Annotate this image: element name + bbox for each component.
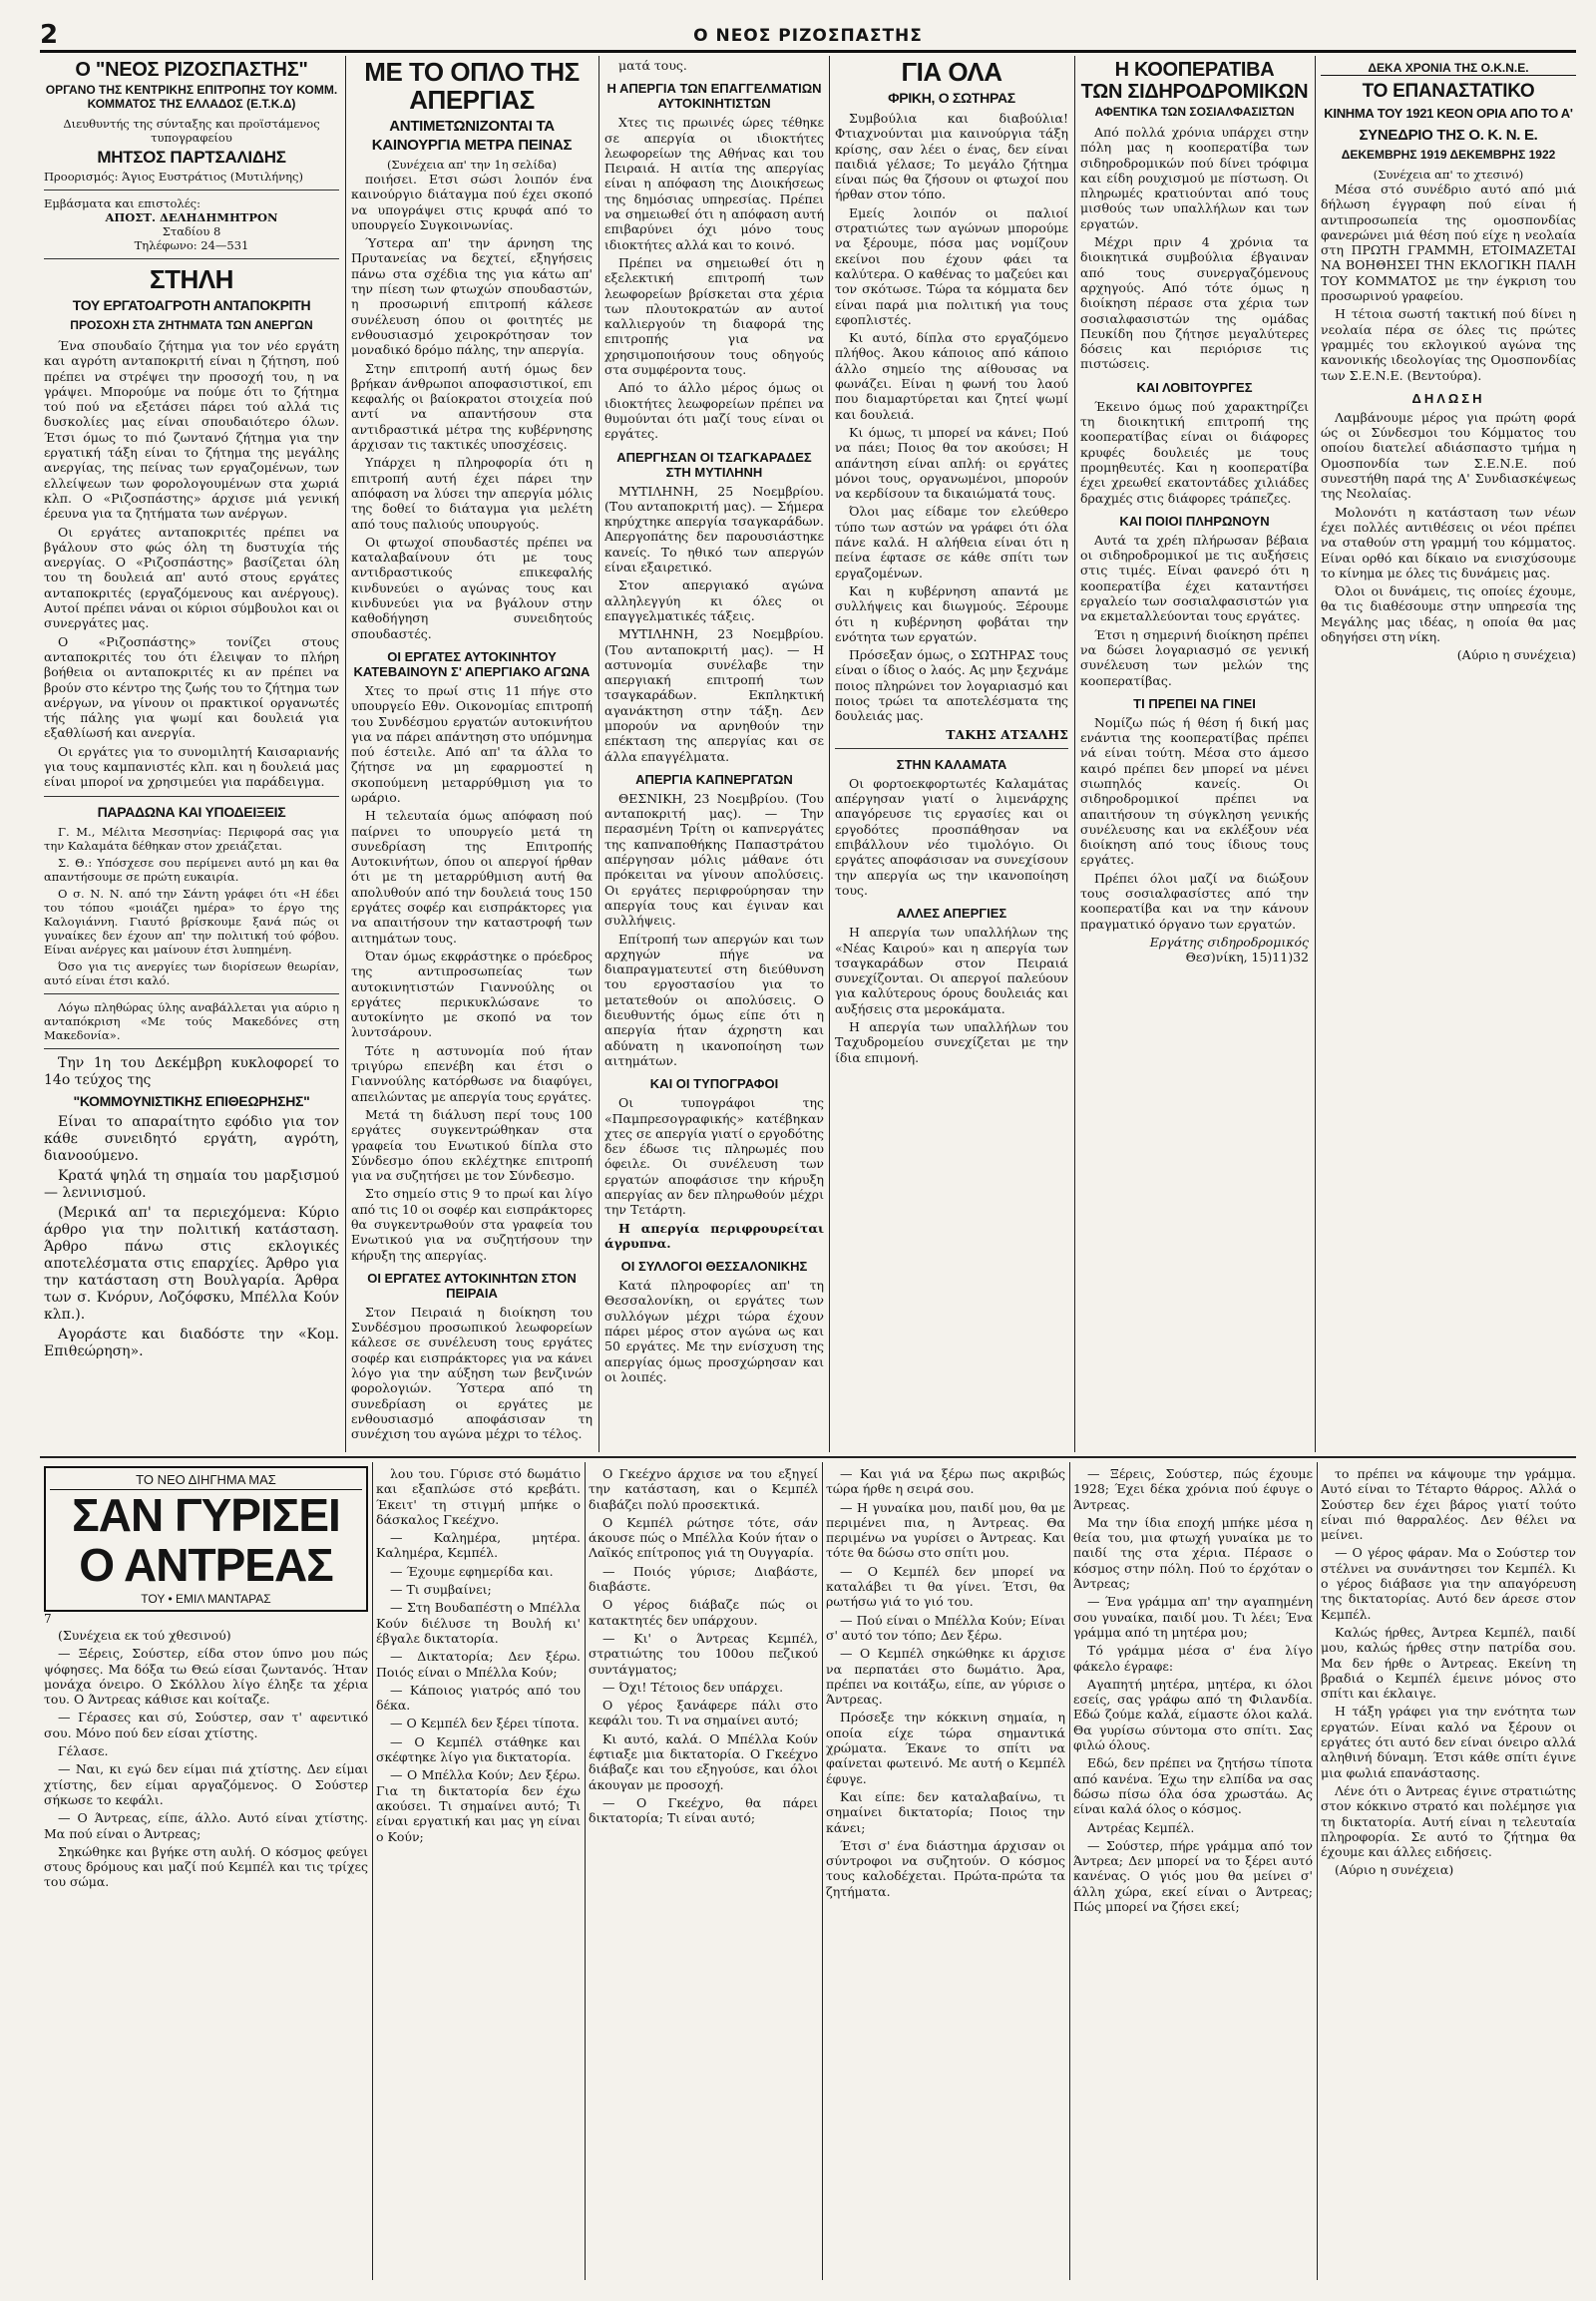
headline: Η ΚΟΟΠΕΡΑΤΙΒΑ — [1114, 59, 1275, 81]
story-paragraph: Μα την ίδια εποχή μπήκε μέσα η θεία του, μια φτωχή γυναίκα με το παιδί της στα χέρια. Πέρασε ο κόσμος στην πόλη. Πού το έρχόταν ο Άντρεας; — [1073, 1514, 1313, 1592]
paragraph: Η απεργία περιφρουρείται άγρυπνα. — [604, 1220, 824, 1251]
column-subtitle: ΤΟΥ ΕΡΓΑΤΟΑΓΡΟΤΗ ΑΝΤΑΠΟΚΡΙΤΗ — [72, 297, 311, 313]
section-heading: ΚΑΙ ΟΙ ΤΥΠΟΓΡΑΦΟΙ — [649, 1076, 779, 1092]
column-subtitle-2: ΠΡΟΣΟΧΗ ΣΤΑ ΖΗΤΗΜΑΤΑ ΤΩΝ ΑΝΕΡΓΩΝ — [70, 318, 313, 332]
story-paragraph: — Στη Βουδαπέστη ο Μπέλλα Κούν διέλυσε τη Βουλή κι' έβγαλε δικτατορία. — [376, 1600, 581, 1646]
masthead — [40, 20, 1576, 53]
story-paragraph: — Ο Άντρεας, είπε, άλλο. Αυτό είναι χτίστης. Μα πού είναι ο Άντρεας; — [44, 1810, 368, 1841]
paragraph: Αυτά τα χρέη πλήρωσαν βέβαια οι σιδηροδρομικοί με τις αυξήσεις στις τιμές. Είναι φανερό ότι η κοοπερατίβα έχει καταντήσει εργαλείο των σοσιαλφασιστών για να εκμεταλλεύονται τους εργάτες. — [1080, 532, 1309, 624]
paragraph: Λαμβάνουμε μέρος για πρώτη φορά ώς οι Σύνδεσμοι του Κόμματος του οποίου διατελεί αδιάσπαστο τμήμα η Ομοσπονδία των Σ.Ε.Ν.Ε. πού συνεστήθη παρά της Α' Συνδιασκέψεως της Νεολαίας. — [1321, 409, 1576, 502]
story-paragraph: Γέλασε. — [58, 1743, 109, 1759]
paragraph: Στον απεργιακό αγώνα αλληλεγγύη κι όλες οι επαγγελματικές τάξεις. — [604, 577, 824, 623]
paragraph: Οι εργάτες ανταποκριτές πρέπει να βγάλουν στο φώς όλη τη δυστυχία τής ανεργίας. Ο «Ριζοσπάστης» βασίζεται όλη του τη δουλειά απ' αυτό στους εργάτες ανταποκριτές (εργαζόμενους και ανέργους). Αυτοί πρέπει νάναι οι κύριοι σύμβουλοι και οι συνεργάτες μας. — [44, 524, 339, 631]
story-paragraph: — Η γυναίκα μου, παιδί μου, θα με περιμένει πια, η Άντρεας. Θα περιμένω να γυρίσει ο Άντρεας. Και τότε θα δώσω στο σπίτι μου. — [826, 1499, 1065, 1561]
paragraph: ΘΕΣΝΙΚΗ, 23 Νοεμβρίου. (Του ανταποκριτή μας). — Την περασμένη Τρίτη οι καπνεργάτες της καπναποθήκης Παπαστράτου απέργησαν μόλις μάθανε ότι πρόκειται να γίνουν απολύσεις. Οι εργάτες περιφρούρησαν την απεργία τους και έγιναν και συλλήψεις. — [604, 790, 824, 929]
contact-phone: Τηλέφωνο: 24—531 — [134, 238, 249, 252]
story-column-1 — [44, 1628, 368, 2281]
column-rule — [1069, 1462, 1070, 2280]
story-paragraph: το πρέπει να κάψουμε την γράμμα. Αυτό είναι το Τέταρτο θάρρος. Αλλά ο Σούστερ δεν έχει βάρος γιατί τούτο είναι πιό θαρραλέος. Δεν θέλει να μείνει. — [1321, 1466, 1576, 1543]
story-paragraph: — Ο Μπέλλα Κούν; Δεν ξέρω. Για τη δικτατορία δεν έχω ακούσει. Τι σημαίνει αυτό; Τι είναι εργατική και μας γη είναι ο Κούν; — [376, 1767, 581, 1844]
paragraph: Έκεινο όμως πού χαρακτηρίζει τη διοικητική επιτροπή της κοοπερατίβας είναι οι διάφορες κρυφές δουλειές με τους προμηθευτές. Και η κοοπερατίβα έχει χρεωθεί εκατοντάδες χιλιάδες δραχμές στις διάφορες τράπεζες. — [1080, 398, 1309, 506]
story-paragraph: Αγαπητή μητέρα, μητέρα, κι όλοι εσείς, σας γράφω από τη Φιλανδία. Εδώ ζούμε καλά, είμαστε όλοι καλά. Θα γυρίσω σύντομα στο σπίτι. Σας φιλώ όλους. — [1073, 1676, 1313, 1753]
address-line — [44, 170, 339, 184]
section-heading: ΑΠΕΡΓΙΑ ΚΑΠΝΕΡΓΑΤΩΝ — [635, 771, 793, 787]
paragraph: Ένα σπουδαίο ζήτημα για τον νέο εργάτη και αγρότη ανταποκριτή είναι η ζήτηση, πού πρέπει να στρέψει την προσοχή του, η να γράψει. Μπορούμε να πούμε ότι το ζήτημα τού πού να εξετάσει πάρει τού αλλά τις δυσκολίες μας είναι σπουδαιότερο όλων. Έτσι όμως το πιό ζωντανό ζήτημα για την εργατική τάξη είναι το ζήτημα της μεγάλης ανεργίας, της πείνας των εργαζομένων, των ελλείψεων των φορολογουμένων στα χωριά κλπ. Ο «Ριζοσπάστης» άρχισε μιά γενική έρευνα για τα ζητήματα των ανέργων. — [44, 338, 339, 522]
story-header — [44, 1466, 368, 1626]
story-paragraph: Ο γέρος ξανάφερε πάλι στο κεφάλι του. Τι να σημαίνει αυτό; — [589, 1698, 818, 1728]
story-paragraph: Λένε ότι ο Άντρεας έγινε στρατιώτης στον κόκκινο στρατό και πολέμησε για τη δικτατορία. Αυτή είναι η τελευταία πληροφορία. Σε αυτό το ζήτημα θα έχουμε και άλλες ειδήσεις. — [1321, 1782, 1576, 1860]
paragraph: Στο σημείο στις 9 το πρωί και λίγο από τις 10 οι σοφέρ και εισπράκτορες θα συγκεντρωθούν στα γραφεία του Ενωτικού για να συζητήσουν την κήρυξη της απεργίας. — [351, 1186, 593, 1263]
continued-tomorrow: (Αύριο η συνέχεια) — [1456, 647, 1576, 663]
signature: ΤΑΚΗΣ ΑΤΣΑΛΗΣ — [946, 726, 1068, 742]
paper-organ: ΟΡΓΑΝΟ ΤΗΣ ΚΕΝΤΡΙΚΗΣ ΕΠΙΤΡΟΠΗΣ ΤΟΥ ΚΟΜΜ. ΚΟΜΜΑΤΟΣ ΤΗΣ ΕΛΛΑΔΟΣ (Ε.Τ.Κ.Δ) — [45, 83, 338, 111]
story-paragraph: — Κάποιος γιατρός από του δέκα. — [376, 1682, 581, 1714]
paper-name: Ο "ΝΕΟΣ ΡΙΖΟΣΠΑΣΤΗΣ" — [75, 59, 308, 81]
headline-sub: ΑΝΤΙΜΕΤΩΝΙΖΟΝΤΑΙ ΤΑ ΚΑΙΝΟΥΡΓΙΑ ΜΕΤΡΑ ΠΕΙΝΑΣ — [371, 118, 573, 154]
paragraph: Όσο για τις ανεργίες των διορίσεων θεωρίαν, αυτό είναι έτσι καλό. — [44, 959, 339, 987]
paragraph: Η τελευταία όμως απόφαση πού παίρνει το υπουργείο μετά τη συνεδρίαση της Επιτροπής Αυτοκινήτων, όπου οι απεργοί ήρθαν ότι με τη μεταρρύθμιση αυτή θα απολυθούν από την δουλειά τους 150 εργάτες σοφέρ και εισπράκτορες για να απαιτήσουν την καταστροφή των αιτημάτων τους. — [351, 808, 593, 946]
paragraph: Κι αυτό, δίπλα στο εργαζόμενο πλήθος. Άκου κάποιος από κάποιο άλλο σημείο της αίθουσας να φωνάζει. Είναι η φωνή του λαού που διαμαρτύρεται και ζητεί ψωμί και δουλειά. — [835, 330, 1068, 422]
story-paragraph: Έτσι σ' ένα διάστημα άρχισαν οι σύντροφοι να συζητούν. Ο κόσμος τους καλοδέχεται. Πρώτα-πρώτα τα ζητήματα. — [826, 1837, 1065, 1899]
headline-2: ΤΩΝ ΣΙΔΗΡΟΔΡΟΜΙΚΩΝ — [1080, 81, 1309, 103]
paragraph: Η απεργία των υπαλλήλων του Ταχυδρομείου συνεχίζεται με την ίδια επιμονή. — [835, 1019, 1068, 1065]
story-paragraph: — Δικτατορία; Δεν ξέρω. Ποιός είναι ο Μπέλλα Κούν; — [376, 1649, 581, 1680]
story-paragraph: — Καλημέρα, μητέρα. Καλημέρα, Κεμπέλ. — [376, 1530, 581, 1561]
section-heading: ΟΙ ΣΥΛΛΟΓΟΙ ΘΕΣΣΑΛΟΝΙΚΗΣ — [620, 1259, 808, 1275]
story-paragraph: Ο Γκεέχνο άρχισε να του εξηγεί την κατάσταση, και ο Κεμπέλ διαβάζει πολύ προσεκτικά. — [589, 1466, 818, 1512]
column-rule — [1315, 56, 1316, 1452]
divider — [44, 796, 339, 797]
divider — [44, 1048, 339, 1049]
paragraph: Οι τυπογράφοι της «Παμπρεσογραφικής» κατέβηκαν χτες σε απεργία γιατί ο εργοδότης δεν έδωσε τις πληρωμές που όφειλε. Οι συνέλευση των εργατών αποφάσισε την κήρυξη απεργίας αν δεν πληρωθούν μέχρι την Τετάρτη. — [604, 1095, 824, 1218]
kicker: ΔΕΚΑ ΧΡΟΝΙΑ ΤΗΣ Ο.Κ.Ν.Ε. — [1321, 61, 1576, 76]
story-paragraph: λου του. Γύρισε στό δωμάτιο και εξαπλώσε στό κρεβάτι. Έκειτ' τη στιγμή μπήκε ο δάσκαλος Γκεέχνο. — [376, 1466, 581, 1527]
story-paragraph: — Ο Κεμπέλ σηκώθηκε κι άρχισε να περπατάει στο δωμάτιο. Άρα, πρέπει να κοιτάξω, είπε, αν γύρισε ο Άντρεας. — [826, 1646, 1065, 1708]
story-paragraph: Πρόσεξε την κόκκινη σημαία, η οποία είχε τώρα σημαντικά χρώματα. Έκανε το σπίτι να φαίνεται φωτεινό. Με αυτή ο Κεμπέλ έφυγε. — [826, 1710, 1065, 1786]
story-paragraph: Και είπε: δεν καταλαβαίνω, τι σημαίνει δικτατορία; Ποιος την κάνει; — [826, 1788, 1065, 1835]
paragraph: Χτες το πρωί στις 11 πήγε στο υπουργείο Εθν. Οικονομίας επιτροπή του Συνδέσμου εργατών αυτοκινήτου για να πάρει απάντηση στο υπόμνημα πού έστειλε. Από απ' τα άλλα το ζήτησε να μη εφαρμοστεί η σκοπούμενη μεταρρύθμιση για το ωράριο. — [351, 682, 593, 805]
column-rule — [345, 56, 346, 1452]
paragraph: Οι εργάτες για το συνομιλητή Καισαριανής για τους καμπανιστές κλπ. και η δουλειά μας είναι μποροί να χρησιμεύει για παράδειγμα. — [44, 743, 339, 790]
story-column-4 — [826, 1466, 1065, 2281]
section-heading: ΑΠΕΡΓΗΣΑΝ ΟΙ ΤΣΑΓΚΑΡΑΔΕΣ ΣΤΗ ΜΥΤΙΛΗΝΗ — [616, 449, 812, 480]
story-paragraph: Τό γράμμα μέσα σ' ένα λίγο φάκελο έγραφε: — [1073, 1643, 1313, 1674]
author-prefix: ΤΟΥ — [141, 1592, 166, 1606]
signature-place: Θεσ)νίκη, 15)11)32 — [1185, 950, 1309, 965]
paragraph: Ο «Ριζοσπάστης» τονίζει στους ανταποκριτές του ότι έλειψαν το πλήρη βοήθεια οι ανταποκριτές κι αν πρέπει να βρούν στο κέντρο της ζωής του το ζήτημα των ανέργων, να γίνουν οι πρακτικοί οργανωτές τής πάλης για ψωμί και δουλειά για εξαθλίωσή και ανεργία. — [44, 633, 339, 741]
story-paragraph: — Ναι, κι εγώ δεν είμαι πιά χτίστης. Δεν είμαι χτίστης, δεν είμαι αργαζόμενος. Ο Σούστερ σήκωσε το κεφάλι. — [44, 1761, 368, 1807]
paragraph: Γ. Μ., Μέλιτα Μεσσηνίας: Περιφορά σας για την Καλαμάτα δέθηκαν στον χρειάζεται. — [44, 824, 339, 853]
paragraph: Αγοράστε και διαδόστε την «Κομ. Επιθεώρηση». — [44, 1326, 339, 1359]
paragraph: Κρατά ψηλά τη σημαία του μαρξισμού — λενινισμού. — [44, 1167, 339, 1201]
paragraph: Σ. Θ.: Υπόσχεσε σου περίμενει αυτό μη και θα απαντήσουμε σε πρώτη ευκαιρία. — [44, 855, 339, 884]
paragraph: Ο σ. Ν. Ν. από την Σάντη γράφει ότι «Η έδει του τόπου «μοιάζει ημέρα» το έργο της Καλογιάννη. Γιαυτό βρίσκουμε ξανά πώς οι γυναίκες δεν έχουν απ' την πολιτική τού φόβου. Είναι ανέργες και μαίνουν έτσι λυπημένη. — [44, 886, 339, 957]
column-2 — [351, 58, 593, 1452]
column-4 — [835, 58, 1068, 1452]
section-heading: Η ΑΠΕΡΓΙΑ ΤΩΝ ΕΠΑΓΓΕΛΜΑΤΙΩΝ ΑΥΤΟΚΙΝΗΤΙΣΤΩΝ — [606, 81, 822, 112]
column-6 — [1321, 58, 1576, 1452]
continued-note: (Συνέχεια απ' την 1η σελίδα) — [386, 158, 558, 172]
story-paragraph: — Ποιός γύρισε; Διαβάστε, διαβάστε. — [589, 1563, 818, 1595]
paragraph: Και η κυβέρνηση απαντά με συλλήψεις και διωγμούς. Ξέρουμε ότι η κυβέρνηση φοβάται την ενότητα των εργατών. — [835, 582, 1068, 644]
headline-2: ΚΙΝΗΜΑ ΤΟΥ 1921 ΚΕΟΝ ΟΡΙΑ ΑΠΟ ΤΟ Α' — [1324, 106, 1573, 121]
story-paragraph: — Όχι! Τέτοιος δεν υπάρχει. — [602, 1679, 784, 1695]
divider — [835, 748, 1068, 749]
story-box — [44, 1466, 368, 1612]
column-3 — [604, 58, 824, 1452]
story-paragraph: (Συνέχεια εκ τού χθεσινού) — [58, 1628, 231, 1643]
story-kicker: ΤΟ ΝΕΟ ΔΙΗΓΗΜΑ ΜΑΣ — [50, 1472, 362, 1490]
paragraph: Συμβούλια και διαβούλια! Φτιαχνούνται μια καινούργια τάξη κρίσης, σαν λέει ο ένας, δεν είναι παιδιά γέλασε; Το μεγάλο ζήτημα είναι πώς θα ζήσουν οι φτωχοί που ήρθαν στον τόπο. — [835, 111, 1068, 202]
story-paragraph: Αντρέας Κεμπέλ. — [1087, 1819, 1195, 1835]
notice: Λόγω πληθώρας ύλης αναβάλλεται για αύριο η ανταπόκριση «Με τούς Μακεδόνες στη Μακεδονία». — [44, 999, 339, 1042]
paragraph: Από το άλλο μέρος όμως οι ιδιοκτήτες λεωφορείων πρέπει να θυμούνται ότι μαζί τους είναι οι εργάτες. — [604, 380, 824, 442]
story-author: ΕΜΙΛ ΜΑΝΤΑΡΑΣ — [176, 1592, 271, 1606]
paragraph: Η τέτοια σωστή τακτική πού δίνει η νεολαία πέρα σε όλες τις πρώτες γραμμές του εκλογικού αγώνα της κανονικής ιδεολογίας της Ομοσπονδίας των Σ.Ε.Ν.Ε. (Βεντούρα). — [1321, 306, 1576, 383]
column-rule — [1317, 1462, 1318, 2280]
column-5 — [1080, 58, 1309, 1452]
story-paragraph: — Ο Κεμπέλ δεν ξέρει τίποτα. — [390, 1716, 580, 1731]
paragraph: (Μερικά απ' τα περιεχόμενα: Κύριο άρθρο για την πολιτική κατάσταση. Άρθρο πάνω στις εκλογικές αποτελέσματα στις επαρχίες. Άρθρο για την κατάσταση στη Βουλγαρία. Άρθρα των σ. Κνόρυν, Λοζόφσκυ, Μπέλλα Κούν κλπ.). — [44, 1204, 339, 1323]
paragraph: Έτσι η σημερινή διοίκηση πρέπει να δώσει λογαριασμό σε γενική συνέλευση των μελών της κοοπερατίβας. — [1080, 626, 1309, 688]
story-column-3 — [589, 1466, 818, 2281]
story-column-6 — [1321, 1466, 1576, 2281]
story-paragraph: Εδώ, δεν πρέπει να ζητήσω τίποτα από κανένα. Έχω την ελπίδα να σας δώσω πίσω όλα όσα χρωστάω. Ας είναι καλά όλος ο κόσμος. — [1073, 1755, 1313, 1817]
headline: ΜΕ ΤΟ ΟΠΛΟ ΤΗΣ ΑΠΕΡΓΙΑΣ — [364, 58, 580, 115]
paragraph: ΜΥΤΙΛΗΝΗ, 25 Νοεμβρίου. (Του ανταποκριτή μας). — Σήμερα κηρύχτηκε απεργία τσαγκαράδων. Απεργοπάτης δεν παρουσιάστηκε κανείς. Το ηθικό των απεργών είναι εξαιρετικό. — [604, 483, 824, 575]
section-heading: ΟΙ ΕΡΓΑΤΕΣ ΑΥΤΟΚΙΝΗΤΩΝ ΣΤΟΝ ΠΕΙΡΑΙΑ — [367, 1270, 577, 1301]
dates: ΔΕΚΕΜΒΡΗΣ 1919 ΔΕΚΕΜΒΡΗΣ 1922 — [1341, 148, 1556, 162]
paragraph: Είναι το απαραίτητο εφόδιο για τον κάθε συνειδητό εργάτη, αγρότη, διανοούμενο. — [44, 1113, 339, 1164]
paragraph: Επίτροπή των απεργών και των αρχηγών πήγε να διαπραγματευτεί στη διεύθυνση του εργοστασίου για το μετατεθούν οι απολύσεις. Ο διευθυντής όμως είπε ότι η απεργία ήταν άχρηστη και αδύνατη η ικανοποίηση των αιτημάτων. — [604, 931, 824, 1068]
paragraph: Μέχρι πριν 4 χρόνια τα διοικητικά συμβούλια έβγαιναν από τους συνεργαζόμενους αρχηγούς. Από τότε όμως η διοίκηση πέρασε στα χέρια των σοσιαλφασιστών της ομάδας Πευκίδη που ζήτησε μεγαλύτερες δόσεις και περιόρισε τις πιστώσεις. — [1080, 234, 1309, 372]
paragraph: Πρέπει να σημειωθεί ότι η εξελεκτική επιτροπή των λεωφορείων βρίσκεται στα χέρια των πλουτοκρατών αν αυτοί καλλιεργούν τη διαφορά της επιτροπής για να χρησιμοποιήσουν τους οδηγούς στα συμφέροντα τους. — [604, 254, 824, 378]
paragraph: ΜΥΤΙΛΗΝΗ, 23 Νοεμβρίου. (Του ανταποκριτή μας). — Η αστυνομία συνέλαβε την απεργιακή επιτροπή των τσαγκαράδων. Εκπληκτική αγανάκτηση στην τάξη. Δεν μπορούν να αρνηθούν την επέκταση της απεργίας και σε άλλα επαγγέλματα. — [604, 626, 824, 764]
story-paragraph: Ο Κεμπέλ ρώτησε τότε, σάν άκουσε πώς ο Μπέλλα Κούν ήταν ο Λαϊκός επίτροπος γιά τη Ουγγαρία. — [589, 1514, 818, 1561]
address-label: Προορισμός: — [44, 170, 119, 184]
paragraph: Πρόσεξαν όμως, ο ΣΩΤΗΡΑΣ τους είναι ο ίδιος ο λαός. Ας μην ξεχνάμε ποιος πληρώνει τον λογαριασμό και ποιος τρώει τα αποτελέσματα της δουλειάς μας. — [835, 647, 1068, 724]
paragraph: Κατά πληροφορίες απ' τη Θεσσαλονίκη, οι εργάτες των συλλόγων μέχρι τώρα έχουν πάρει μέρος στον αγώνα ως και 50 εργάτες. Με την ενίσχυση της απεργίας όμως προσχώρησαν και οι λοιπές. — [604, 1278, 824, 1384]
paragraph: Στην επιτροπή αυτή όμως δεν βρήκαν άνθρωποι αποφασιστικοί, επι κεφαλής οι βαίοκρατοι στοιχεία πού αντί να απαντήσουν στα αντιδραστικά μέτρα της κυβέρνησης άρχισαν τις τακτικές υποσχέσεις. — [351, 360, 593, 453]
contact-name: ΑΠΟΣΤ. ΔΕΛΗΔΗΜΗΤΡΟΝ — [105, 210, 278, 224]
headline-3: ΣΥΝΕΔΡΙΟ ΤΗΣ Ο. Κ. Ν. Ε. — [1359, 127, 1538, 144]
divider — [44, 258, 339, 259]
story-paragraph: — Γέρασες και σύ, Σούστερ, σαν τ' αφεντικό σου. Μόνο πού δεν είσαι χτίστης. — [44, 1710, 368, 1740]
paragraph: Όλοι οι δυνάμεις, τις οποίες έχουμε, θα τις διαθέσουμε στην υπηρεσία της Μεγάλης μας ιδέας, η οποία θα μας οδηγήσει στη νίκη. — [1321, 583, 1576, 645]
section-heading: ΤΙ ΠΡΕΠΕΙ ΝΑ ΓΙΝΕΙ — [1133, 695, 1256, 711]
box-title: ΠΑΡΑΔΩΝΑ ΚΑΙ ΥΠΟΔΕΙΞΕΙΣ — [97, 803, 286, 820]
paragraph: Μέσα στό συνέδριο αυτό από μιά δήλωση έγγραφη πού είναι ή αντιπροσωπεία της ομοσπονδίας φανερώνει μιά θέση πού είχε η νεολαία στη ΠΡΩΤΗ ΓΡΑΜΜΗ, ΕΤΟΙΜΑΖΕΤΑΙ ΝΑ ΒΟΗΘΗΣΕΙ ΤΗΝ ΕΚΛΟΓΙΚΗ ΠΑΛΗ ΤΟΥ ΚΟΜΜΑΤΟΣ με την έγκριση του προσωρινού γραφείου. — [1321, 182, 1576, 304]
column-1 — [44, 58, 339, 1452]
paragraph: Ύστερα απ' την άρνηση της Πρυτανείας να δεχτεί, εξηγήσεις πάνω στα σχέδια της για κάτω απ' την πίεση των φτωχών σπουδαστών, η προσωρινή επιτροπή κάλεσε συνέλευση όπου οι φοιτητές με ενθουσιασμό χειροκρότησαν τον μοναδικό δρόμο πάλης, την απεργία. — [351, 235, 593, 358]
paragraph: Οι φτωχοί σπουδαστές πρέπει να καταλαβαίνουν ότι με τους αντιδραστικούς επικεφαλής κινδυνεύει ο αγώνας τους και κινδυνεύει για να βγάλουν στην καθοδήγηση συνειδητούς σπουδαστές. — [351, 534, 593, 641]
story-paragraph: — Έχουμε εφημερίδα και. — [390, 1563, 554, 1579]
address: Άγιος Ευστράτιος (Μυτιλήνης) — [122, 170, 303, 184]
paragraph: Χτες τις πρωινές ώρες τέθηκε σε απεργία οι ιδιοκτήτες λεωφορείων της Αθήνας και του Πειραιά. Η αιτία της απεργίας είναι η απόφαση της Διοικήσεως της δημόσιας υπηρεσίας. Πρέπει να σημειωθεί ότι η απόφαση αυτή επιβαρύνει όχι μόνο τους ιδιοκτήτες αλλά και το κοινό. — [604, 115, 824, 252]
story-paragraph: Η τάξη γράφει για την ενότητα των εργατών. Είναι καλό να ξέρουν οι εργάτες ότι αυτό δεν είναι όνειρο αλλά αληθινή δύναμη. Έτσι κάθε σπίτι έγινε μια φωλιά επανάστασης. — [1321, 1704, 1576, 1780]
paragraph: Πρέπει όλοι μαζί να διώξουν τους σοσιαλφασίστες από την κοοπερατίβα και να την κάνουν πραγματικό όργανο των εργατών. — [1080, 870, 1309, 932]
paragraph: Όταν όμως εκφράστηκε ο πρόεδρος της αντιπροσωπείας των αυτοκινητιστών Γιαννούλης οι εργάτες περικυκλώσανε το αυτοκίνητο με σκοπό να τον λυντσάρουν. — [351, 948, 593, 1040]
editor-name: ΜΗΤΣΟΣ ΠΑΡΤΣΑΛΙΔΗΣ — [97, 148, 286, 167]
section-heading: ΣΤΗΝ ΚΑΛΑΜΑΤΑ — [896, 756, 1007, 772]
magazine-announcement: Την 1η του Δεκέμβρη κυκλοφορεί το 14ο τεύχος της — [44, 1054, 339, 1088]
installment-number: 7 — [44, 1612, 52, 1626]
paragraph: Μετά τη διάλυση περί τους 100 εργάτες συγκεντρώθηκαν στα γραφεία του Ενωτικού δίπλα στο Σύνδεσμο όπου εκλέχτηκε επιτροπή για να συζητήσει με τον Σύνδεσμο. — [351, 1106, 593, 1184]
story-paragraph: — Ο Κεμπέλ στάθηκε και σκέφτηκε λίγο για δικτατορία. — [376, 1733, 581, 1765]
paragraph: Κι όμως, τι μπορεί να κάνει; Πού να πάει; Ποιος θα τον ακούσει; Η απάντηση είναι απλή: οι εργάτες μόνοι τους, οργανωμένοι, μπορούν να κερδίσουν τα δικαιώματά τους. — [835, 424, 1068, 502]
story-paragraph: — Ο Γκεέχνο, θα πάρει δικτατορία; Τι είναι αυτό; — [589, 1794, 818, 1826]
column-rule — [1074, 56, 1075, 1452]
paragraph: Στον Πειραιά η διοίκηση του Συνδέσμου προσωπικού λεωφορείων κάλεσε σε συνέλευση τους εργάτες σοφέρ και εισπράκτορες για να κάνει λόγο για την αύξηση των βενζινών φορολογιών. Ύστερα από τη συνεδρίαση οι εργάτες με ενθουσιασμό αποφάσισαν τη συνέχιση του αγώνα μέχρι το τέλος. — [351, 1304, 593, 1442]
paragraph: ματά τους. — [618, 58, 687, 73]
section-heading: ΑΛΛΕΣ ΑΠΕΡΓΙΕΣ — [896, 906, 1007, 922]
section-heading: ΔΗΛΩΣΗ — [1411, 390, 1485, 406]
headline: ΓΙΑ ΟΛΑ — [901, 58, 1002, 87]
magazine-title: "ΚΟΜΜΟΥΝΙΣΤΙΚΗΣ ΕΠΙΘΕΩΡΗΣΗΣ" — [73, 1092, 310, 1109]
headline-sub: ΑΦΕΝΤΙΚΑ ΤΩΝ ΣΟΣΙΑΛΦΑΣΙΣΤΩΝ — [1094, 105, 1295, 119]
column-rule — [598, 56, 599, 1452]
newspaper-title: Ο ΝΕΟΣ ΡΙΖΟΣΠΑΣΤΗΣ — [693, 26, 923, 46]
paragraph: Μολονότι η κατάσταση των νέων έχει πολλές αντιθέσεις οι νέοι πρέπει να σταθούν στη γραμμή του κόμματος. Είναι ορθό και δίκαιο να ενισχύσουμε το κίνημα με όλες τις δυνάμεις μας. — [1321, 504, 1576, 580]
story-paragraph: — Σούστερ, πήρε γράμμα από τον Άντρεα; Δεν μπορεί να το ξέρει αυτό κανένας. Ο γιός μου θα μείνει σ' άλλη χώρα, εκεί είναι ο Άντρεας; Πώς μπορεί να ζήσει εκεί; — [1073, 1837, 1313, 1915]
continued-note: (Συνέχεια απ' το χτεσινό) — [1373, 168, 1524, 182]
section-heading: ΚΑΙ ΛΟΒΙΤΟΥΡΓΕΣ — [1136, 379, 1253, 395]
paragraph: Εμείς λοιπόν οι παλιοί στρατιώτες των αγώνων μπορούμε να ξέρουμε, πόσα μας νομίζουν εκείνοι που έχουν φάει τα καλύτερα. Ο καθένας το μαζεύει και τον σκότωσε. Τώρα τα κόμματα δεν είναι παρά μια πολιτική για τους εφοπλιστές. — [835, 204, 1068, 327]
story-paragraph: — Ξέρεις, Σούστερ, πώς έχουμε 1928; Έχει δέκα χρόνια πού έφυγε ο Άντρεας. — [1073, 1466, 1313, 1512]
story-column-5 — [1073, 1466, 1313, 2281]
column-rule — [822, 1462, 823, 2280]
paragraph: Νομίζω πώς ή θέση ή δική μας ενάντια της κοοπερατίβας πρέπει νά είναι τούτη. Μέσα στο άμεσο καιρό πρέπει δεν μπορεί να μένει σιωπηλός κανείς. Οι σιδηροδρομικοί πρέπει να απαιτήσουν τη σύγκληση γενικής συνέλευσης και να εκλέξουν νέα διοίκηση από τους ίδιους τους εργάτες. — [1080, 714, 1309, 868]
story-title: ΣΑΝ ΓΥΡΙΣΕΙ Ο ΑΝΤΡΕΑΣ — [72, 1489, 340, 1591]
paragraph: ποιήσει. Ετσι σώσι λοιπόν ένα καινούργιο διάταγμα πού έχει σκοπό να υπογράψει στις κρυφά από το υπουργείο Συγκοινωνίας. — [351, 172, 593, 232]
story-paragraph: — Πού είναι ο Μπέλλα Κούν; Είναι σ' αυτό τον τόπο; Δεν ξέρω. — [826, 1612, 1065, 1643]
column-title: ΣΤΗΛΗ — [150, 264, 233, 294]
paragraph: Όλοι μας είδαμε τον ελεύθερο τύπο των αστών να γράφει ότι όλα πάνε καλά. Η αλήθεια είναι ότι η πείνα έφτασε σε κάθε σπίτι των εργαζομένων. — [835, 504, 1068, 580]
story-paragraph: — Κι' ο Άντρεας Κεμπέλ, στρατιώτης του 100ου πεζικού συντάγματος; — [589, 1630, 818, 1677]
column-rule — [585, 1462, 586, 2280]
section-heading: ΚΑΙ ΠΟΙΟΙ ΠΛΗΡΩΝΟΥΝ — [1119, 513, 1270, 529]
story-paragraph: Κι αυτό, καλά. Ο Μπέλλα Κούν έφτιαξε μια δικτατορία. Ο Γκεέχνο διάβαζε και του εξηγούσε, και όλοι άκουγαν με προσοχή. — [589, 1730, 818, 1792]
headline: ΤΟ ΕΠΑΝΑΣΤΑΤΙΚΟ — [1362, 81, 1535, 102]
signature: Εργάτης σιδηροδρομικός — [1149, 934, 1309, 950]
section-heading: ΟΙ ΕΡΓΑΤΕΣ ΑΥΤΟΚΙΝΗΤΟΥ ΚΑΤΕΒΑΙΝΟΥΝ Σ' ΑΠΕΡΓΙΑΚΟ ΑΓΩΝΑ — [353, 648, 591, 679]
story-paragraph: — Ξέρεις, Σούστερ, είδα στον ύπνο μου πώς ψόφησες. Μα δόξα τω Θεώ είσαι ζωντανός. Ήταν μονάχα όνειρο. Ο Σκόλλου λίγο έληξε τα χέρια του. Ο Άντρεας κάθισε και κοίταζε. — [44, 1646, 368, 1708]
story-paragraph: Καλώς ήρθες, Άντρεα Κεμπέλ, παιδί μου, καλώς ήρθες στην πατρίδα σου. Μα δεν ήρθε ο Άντρεας. Εκείνη τη βραδιά ο Κεμπέλ έμεινε μόνος στο σπίτι και έκλαιγε. — [1321, 1624, 1576, 1702]
paragraph: Από πολλά χρόνια υπάρχει στην πόλη μας η κοοπερατίβα των σιδηροδρομικών πού δίνει τρόφιμα και είδη ρουχισμού με πίστωση. Οι πληρωμές κρατιούνται από τους μισθούς των υπαλλήλων και των εργατών. — [1080, 125, 1309, 231]
story-paragraph: — Ο Κεμπέλ δεν μπορεί να καταλάβει τι θα γίνει. Έτσι, θα ρωτήσω γιά το γιό του. — [826, 1563, 1065, 1610]
editor-intro: Διευθυντής της σύνταξης και προϊστάμενος τυπογραφείου — [63, 117, 320, 145]
column-rule — [829, 56, 830, 1452]
paragraph: Οι φορτοεκφορτωτές Καλαμάτας απέργησαν γιατί ο λιμενάρχης απαγόρευσε τις εργασίες και οι εργοδότες προσπάθησαν να επιβάλλουν νέο τιμολόγιο. Οι εργάτες αποφάσισαν να συνεχίσουν την απεργία ως την ικανοποίηση τους. — [835, 775, 1068, 898]
story-paragraph: — Τι συμβαίνει; — [390, 1582, 492, 1598]
divider — [44, 993, 339, 994]
section-rule — [40, 1456, 1576, 1458]
page-number: 2 — [40, 20, 59, 50]
contact-street: Σταδίου 8 — [162, 224, 221, 238]
paragraph: Υπάρχει η πληροφορία ότι η επιτροπή αυτή έχει πάρει την απόφαση να λύσει την απεργία μόλις της δοθεί το διάταγμα για μελέτη από τους παλιούς υπουργούς. — [351, 455, 593, 532]
paragraph: Η απεργία των υπαλλήλων της «Νέας Καιρού» και η απεργία των τσαγκαράδων στον Πειραιά συνεχίζονται. Οι απεργοί παλεύουν για καλύτερους όρους δουλειάς και αυξήσεις στα μεροκάματα. — [835, 925, 1068, 1016]
story-paragraph: — Ένα γράμμα απ' την αγαπημένη σου γυναίκα, παιδί μου. Τι λέει; Ένα γράμμα από τη μητέρα μου; — [1073, 1594, 1313, 1640]
story-paragraph: — Και γιά να ξέρω πως ακριβώς τώρα ήρθε η σειρά σου. — [826, 1466, 1065, 1497]
story-paragraph: Σηκώθηκε και βγήκε στη αυλή. Ο κόσμος φεύγει στους δρόμους και μαζί πού Κεμπέλ και τις τρίχες του σώμα. — [44, 1843, 368, 1890]
story-paragraph: Ο γέρος διάβαζε πώς οι κατακτητές δεν υπάρχουν. — [589, 1597, 818, 1628]
remittance-label: Εμβάσματα και επιστολές: — [44, 196, 200, 210]
column-rule — [372, 1462, 373, 2280]
story-paragraph: (Αύριο η συνέχεια) — [1335, 1862, 1454, 1878]
story-paragraph: — Ο γέρος φάραν. Μα ο Σούστερ τον στέλνει να συνάντησει τον Κεμπέλ. Κι ο γέρος διάβασε για την απαγόρευση της δικτατορίας. Αυτό δεν άρεσε στον Κεμπέλ. — [1321, 1545, 1576, 1622]
headline-sub: ΦΡΙΚΗ, Ο ΣΩΤΗΡΑΣ — [888, 90, 1015, 106]
story-byline: ΤΟΥ • ΕΜΙΛ ΜΑΝΤΑΡΑΣ — [141, 1592, 271, 1606]
story-column-2 — [376, 1466, 581, 2281]
paragraph: Τότε η αστυνομία πού ήταν τριγύρω επενέβη και έτσι ο Γιαννούλης κατόρθωσε να διαφύγει, απειλώντας με απεργία τους εργάτες. — [351, 1042, 593, 1104]
divider — [44, 190, 339, 191]
